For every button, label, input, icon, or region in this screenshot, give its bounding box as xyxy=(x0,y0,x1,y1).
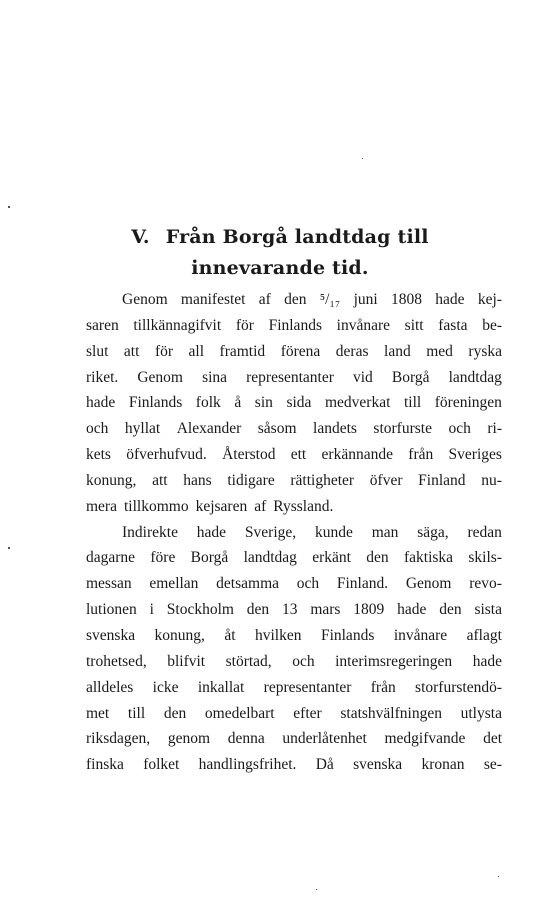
word: Stockholm xyxy=(166,601,234,619)
word: finska xyxy=(86,756,124,774)
word: handlingsfrihet. xyxy=(198,756,297,774)
word: för xyxy=(235,316,254,334)
word: erkännande xyxy=(321,446,393,464)
word: ri- xyxy=(487,420,502,438)
word: landets xyxy=(313,420,357,438)
word: mars xyxy=(310,601,341,619)
word: Sveriges xyxy=(448,446,502,464)
word: storfurstendö- xyxy=(415,678,502,696)
word: se- xyxy=(483,756,502,774)
word: i xyxy=(149,601,154,619)
text-line xyxy=(86,313,502,339)
chapter-heading xyxy=(0,222,560,284)
word: statshvälfningen xyxy=(340,704,442,722)
word: be- xyxy=(482,316,502,334)
word: hans xyxy=(183,471,212,489)
word: öfverhufvud. xyxy=(126,446,207,464)
word: slut xyxy=(86,342,109,360)
paragraph xyxy=(86,287,502,520)
word: interimsregeringen xyxy=(335,652,453,670)
word: hvilken xyxy=(255,626,302,644)
scan-speck xyxy=(362,158,363,159)
text-line xyxy=(86,623,502,649)
word: öfver xyxy=(369,471,403,489)
text-line xyxy=(86,442,502,468)
text-line xyxy=(86,701,502,727)
word: svenska xyxy=(353,756,403,774)
word: den xyxy=(246,601,270,619)
word: storfurste xyxy=(373,420,432,438)
word: Borgå xyxy=(190,549,229,567)
word: för xyxy=(154,342,174,360)
word: manifestet xyxy=(180,291,246,308)
word: Borgå xyxy=(391,368,430,386)
chapter-title-line-2: innevarande tid. xyxy=(191,257,369,279)
word: mera xyxy=(86,497,117,515)
word: kej- xyxy=(477,291,502,308)
word: utlysta xyxy=(460,704,502,722)
word: efter xyxy=(293,704,322,722)
word: erkänt xyxy=(312,549,351,567)
chapter-heading-line-1 xyxy=(0,222,560,253)
word: och xyxy=(296,575,320,593)
word: tillkommo xyxy=(123,497,189,515)
word: framtid xyxy=(219,342,266,360)
word: konung, xyxy=(86,471,137,489)
word: det xyxy=(483,730,502,748)
word: såsom xyxy=(257,420,297,438)
word: kunde xyxy=(314,523,353,541)
word: medgifvande xyxy=(384,730,466,748)
word: sina xyxy=(202,368,228,386)
word: Finlands xyxy=(268,316,322,334)
text-line xyxy=(86,752,502,778)
text-line xyxy=(86,339,502,365)
word: nu- xyxy=(481,471,502,489)
word: man xyxy=(371,523,399,541)
word: landtdag xyxy=(448,368,502,386)
word: fasta xyxy=(438,316,468,334)
word: Finland. xyxy=(336,575,389,593)
word: af xyxy=(258,291,271,308)
word: 13 xyxy=(282,601,298,619)
word: till xyxy=(403,394,422,412)
word: Indirekte xyxy=(122,523,178,541)
word: å xyxy=(234,394,242,412)
text-line xyxy=(86,494,502,520)
scan-speck xyxy=(316,889,317,890)
word: konung, xyxy=(154,626,205,644)
word: landtdag xyxy=(243,549,297,567)
word: Finlands xyxy=(128,394,183,412)
word: representanter xyxy=(246,368,334,386)
word: lutionen xyxy=(86,601,137,619)
word: före xyxy=(150,549,176,567)
chapter-number: V. xyxy=(131,226,150,248)
word: svenska xyxy=(86,626,136,644)
word: från xyxy=(408,446,434,464)
word: skils- xyxy=(468,549,502,567)
word: folk xyxy=(195,394,221,412)
scan-speck xyxy=(8,206,10,208)
word: invånare xyxy=(393,626,448,644)
word: sista xyxy=(474,601,502,619)
text-line xyxy=(86,287,502,313)
text-line xyxy=(86,468,502,494)
word: störtad, xyxy=(225,652,272,670)
word: riksdagen, xyxy=(86,730,151,748)
word: dagarne xyxy=(86,549,136,567)
word: sida xyxy=(286,394,312,412)
word: denna xyxy=(227,730,265,748)
word: tillkännagifvit xyxy=(133,316,222,334)
word: icke xyxy=(152,678,179,696)
word: emellan xyxy=(149,575,199,593)
word: från xyxy=(370,678,396,696)
word: Ryssland. xyxy=(273,497,334,515)
word: kejsaren xyxy=(195,497,248,515)
word: kets xyxy=(86,446,111,464)
word: Alexander xyxy=(176,420,242,438)
word: met xyxy=(86,704,110,722)
word: förena xyxy=(280,342,321,360)
word: Finland xyxy=(418,471,466,489)
word: sin xyxy=(254,394,273,412)
word: land xyxy=(384,342,411,360)
word: föreningen xyxy=(434,394,502,412)
text-line xyxy=(86,571,502,597)
text-line xyxy=(86,365,502,391)
word: tidigare xyxy=(227,471,275,489)
word: den xyxy=(366,549,389,567)
word: omedelbart xyxy=(204,704,275,722)
word: och xyxy=(292,652,315,670)
word: ⁵/₁₇ xyxy=(319,291,341,308)
word: säga, xyxy=(417,523,449,541)
word: Sverige, xyxy=(244,523,297,541)
word: genom xyxy=(167,730,211,748)
word: alldeles xyxy=(86,678,134,696)
word: all xyxy=(188,342,205,360)
word: den xyxy=(284,291,307,308)
word: af xyxy=(254,497,267,515)
word: underlåtenhet xyxy=(282,730,367,748)
word: ryska xyxy=(468,342,502,360)
word: ett xyxy=(290,446,307,464)
word: med xyxy=(426,342,453,360)
word: trohetsed, xyxy=(86,652,147,670)
word: 1809 xyxy=(353,601,385,619)
paragraph xyxy=(86,520,502,778)
word: Genom xyxy=(137,368,183,386)
word: 1808 xyxy=(390,291,422,308)
text-line xyxy=(86,520,502,546)
text-line xyxy=(86,597,502,623)
word: hade xyxy=(86,394,116,412)
chapter-title-line-1: Från Borgå landtdag till xyxy=(165,226,429,248)
word: hade xyxy=(435,291,465,308)
word: sitt xyxy=(404,316,424,334)
text-line xyxy=(86,390,502,416)
word: riket. xyxy=(86,368,119,386)
word: juni xyxy=(353,291,378,308)
word: representanter xyxy=(263,678,352,696)
word: den xyxy=(163,704,187,722)
word: kronan xyxy=(421,756,465,774)
word: saren xyxy=(86,316,119,334)
text-line xyxy=(86,726,502,752)
body-text xyxy=(86,287,502,778)
word: Genom xyxy=(122,291,168,308)
word: invånare xyxy=(336,316,390,334)
word: att xyxy=(123,342,140,360)
word: messan xyxy=(86,575,132,593)
text-line xyxy=(86,416,502,442)
word: den xyxy=(439,601,462,619)
word: Då xyxy=(315,756,334,774)
word: blifvit xyxy=(167,652,206,670)
word: revo- xyxy=(469,575,502,593)
word: hade xyxy=(196,523,227,541)
word: detsamma xyxy=(216,575,280,593)
text-line xyxy=(86,649,502,675)
word: Finlands xyxy=(320,626,375,644)
word: att xyxy=(152,471,168,489)
word: deras xyxy=(335,342,369,360)
word: folket xyxy=(143,756,180,774)
scan-speck xyxy=(8,547,10,549)
word: aflagt xyxy=(466,626,502,644)
word: rättigheter xyxy=(290,471,355,489)
word: hade xyxy=(472,652,502,670)
word: hyllat xyxy=(124,420,161,438)
scan-speck xyxy=(498,876,499,877)
word: Genom xyxy=(405,575,452,593)
word: och xyxy=(86,420,109,438)
text-line xyxy=(86,545,502,571)
word: redan xyxy=(467,523,502,541)
word: åt xyxy=(224,626,236,644)
text-line xyxy=(86,675,502,701)
word: till xyxy=(127,704,146,722)
word: inkallat xyxy=(197,678,245,696)
word: och xyxy=(448,420,471,438)
word: hade xyxy=(397,601,427,619)
word: faktiska xyxy=(404,549,454,567)
word: vid xyxy=(352,368,373,386)
word: Återstod xyxy=(222,446,276,464)
word: medverkat xyxy=(324,394,391,412)
